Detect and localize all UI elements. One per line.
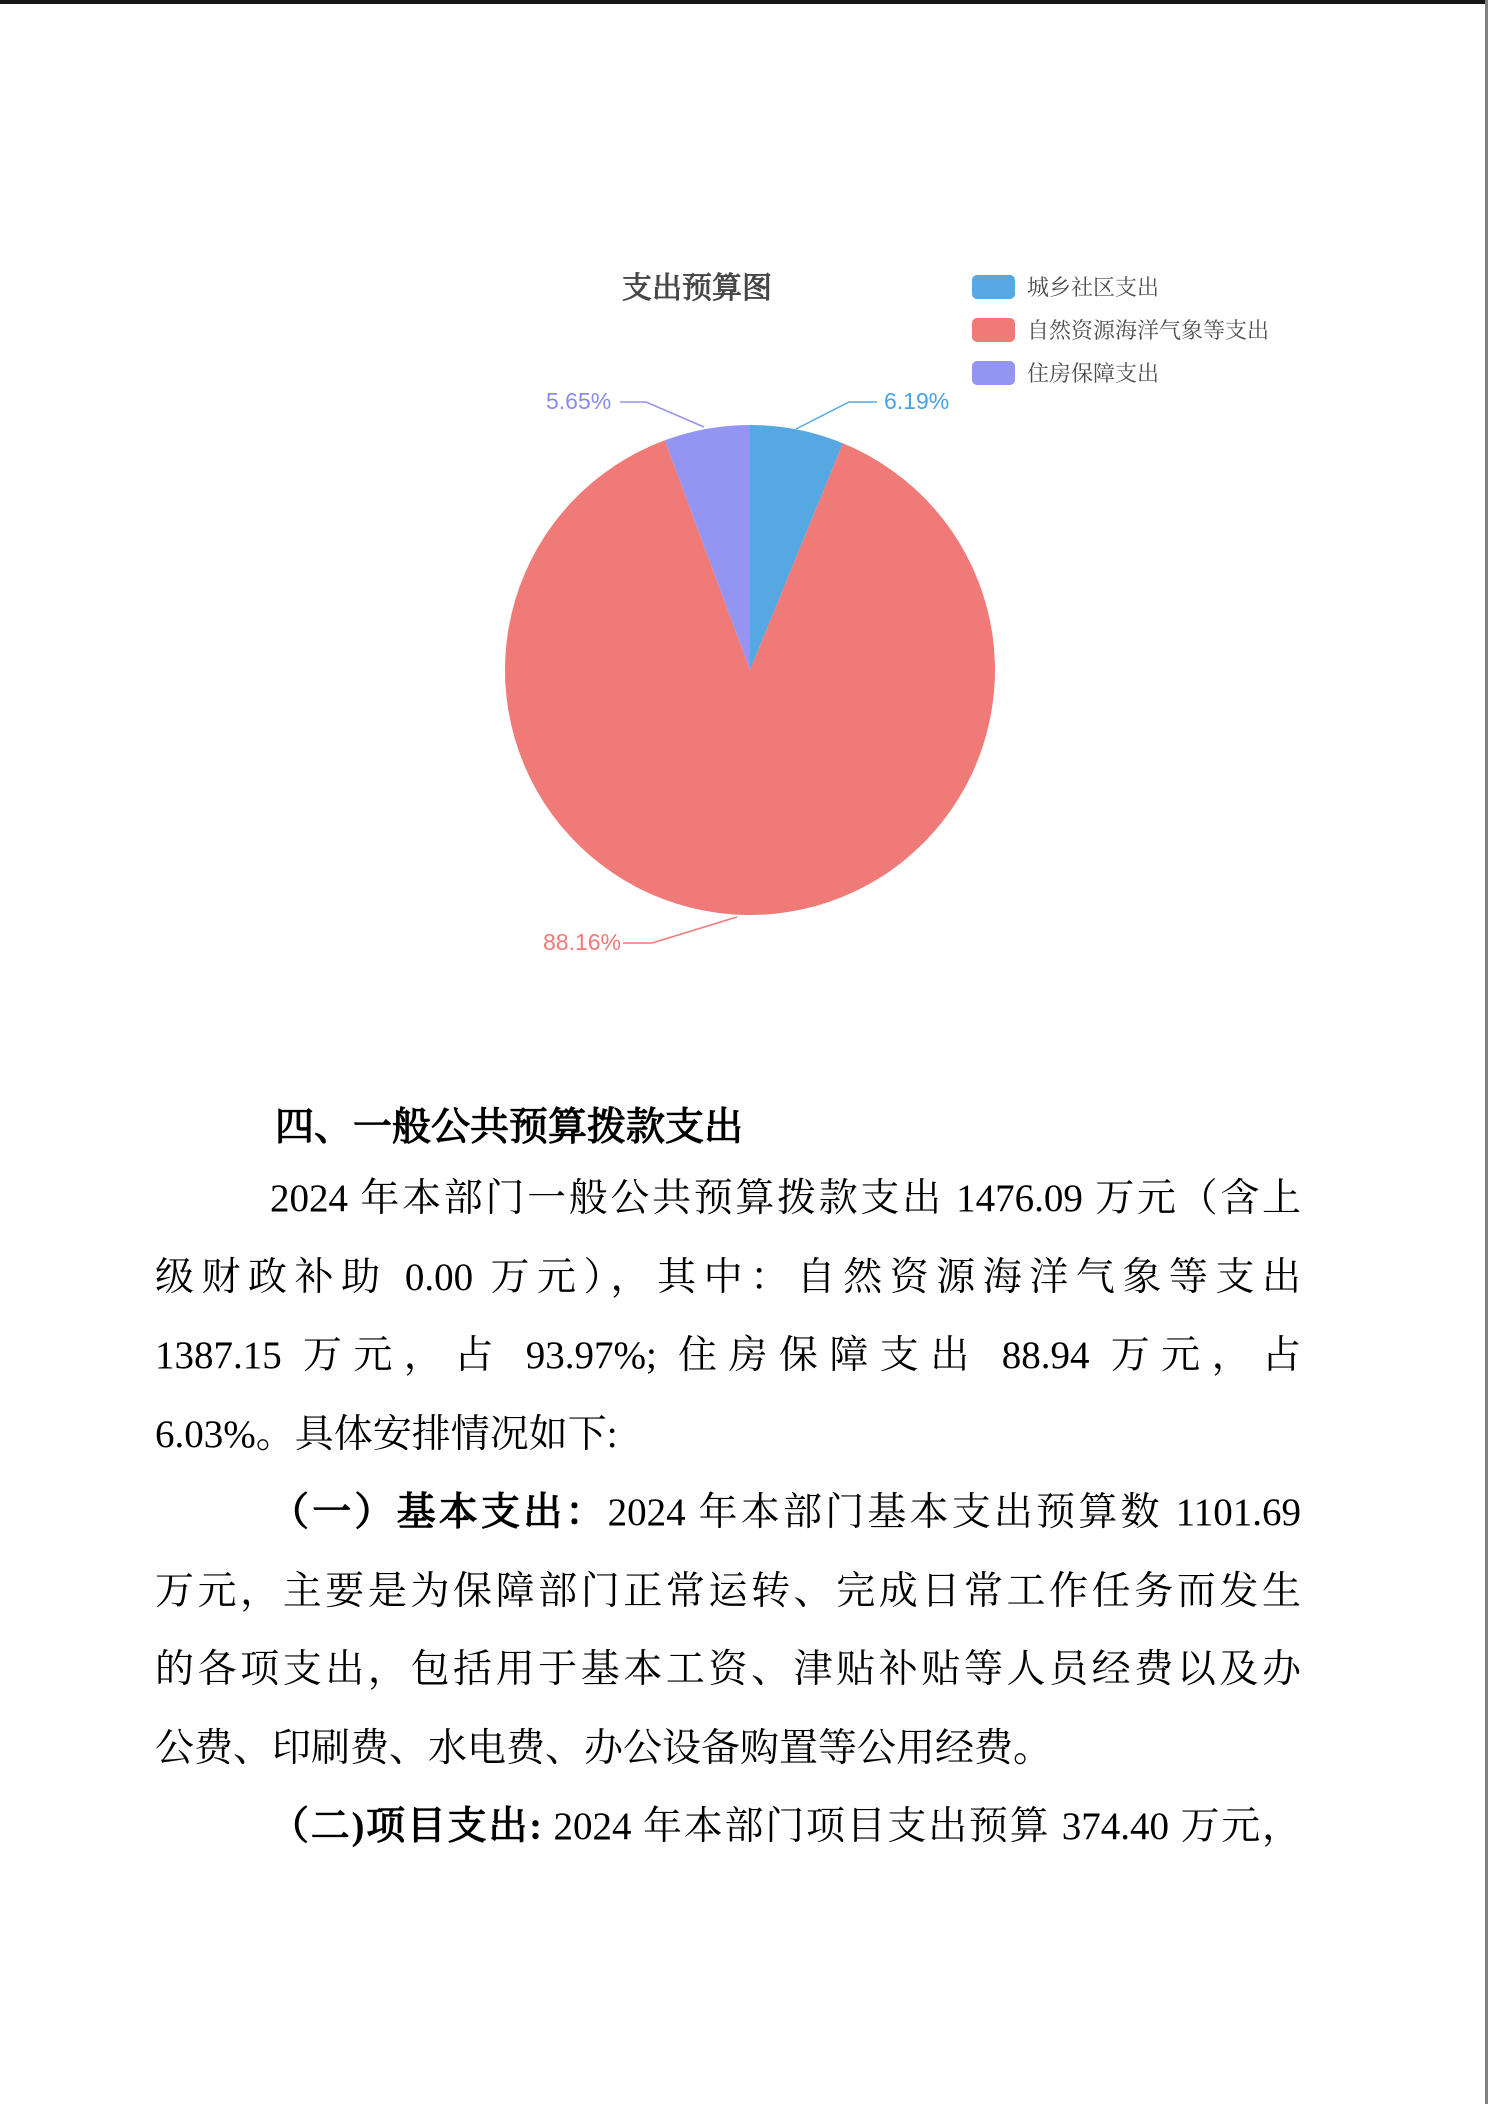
body-segment: 2024 年本部门项目支出预算 374.40 万元， — [542, 1805, 1301, 1848]
pie-label-community: 6.19% — [884, 388, 950, 414]
legend-item-1[interactable] — [972, 314, 1270, 343]
body-line-5 — [155, 1553, 1301, 1632]
body-segment-bold: （二)项目支出: — [270, 1805, 543, 1848]
page-top-edge — [0, 0, 1488, 4]
body-segment: 1387.15 万元，占 93.97%; 住房保障支出 88.94 万元，占 — [155, 1334, 1301, 1377]
chart-title: 支出预算图 — [622, 272, 772, 305]
body-segment: 的各项支出，包括用于基本工资、津贴补贴等人员经费以及办 — [155, 1648, 1301, 1691]
body-line-4 — [155, 1474, 1301, 1553]
body-line-1 — [155, 1239, 1301, 1318]
pie-label-housing: 5.65% — [546, 388, 612, 414]
body-line-3 — [155, 1396, 1301, 1475]
legend-swatch-icon — [972, 318, 1015, 342]
body-segment: 级财政补助 0.00 万元），其中：自然资源海洋气象等支出 — [155, 1255, 1301, 1299]
body-line-0 — [155, 1160, 1301, 1239]
legend-label: 自然资源海洋气象等支出 — [1027, 318, 1270, 343]
body-line-8 — [155, 1788, 1301, 1867]
legend-item-0[interactable] — [972, 271, 1269, 300]
body-segment: 2024 年本部门基本支出预算数 1101.69 — [607, 1491, 1301, 1534]
section-heading: 四、一般公共预算拨款支出 — [275, 1106, 744, 1149]
body-text — [155, 1160, 1301, 1867]
leader-line-natural-resources — [623, 917, 737, 943]
legend-swatch-icon — [972, 275, 1015, 299]
body-line-2 — [155, 1317, 1301, 1396]
body-line-7 — [155, 1710, 1301, 1789]
legend-label: 住房保障支出 — [1027, 361, 1160, 386]
legend-item-2[interactable] — [972, 357, 1269, 386]
body-segment: 6.03%。具体安排情况如下: — [155, 1412, 618, 1456]
body-line-6 — [155, 1631, 1301, 1710]
body-segment-bold: （一）基本支出： — [270, 1491, 608, 1534]
pie-chart — [460, 380, 1060, 980]
leader-line-community — [796, 402, 877, 429]
body-segment: 公费、印刷费、水电费、办公设备购置等公用经费。 — [155, 1726, 1053, 1770]
body-segment: 2024 年本部门一般公共预算拨款支出 1476.09 万元（含上 — [270, 1177, 1301, 1220]
pie-label-natural-resources: 88.16% — [543, 929, 622, 955]
leader-line-housing — [620, 402, 704, 427]
legend-label: 城乡社区支出 — [1027, 275, 1160, 300]
body-segment: 万元，主要是为保障部门正常运转、完成日常工作任务而发生 — [155, 1569, 1301, 1613]
